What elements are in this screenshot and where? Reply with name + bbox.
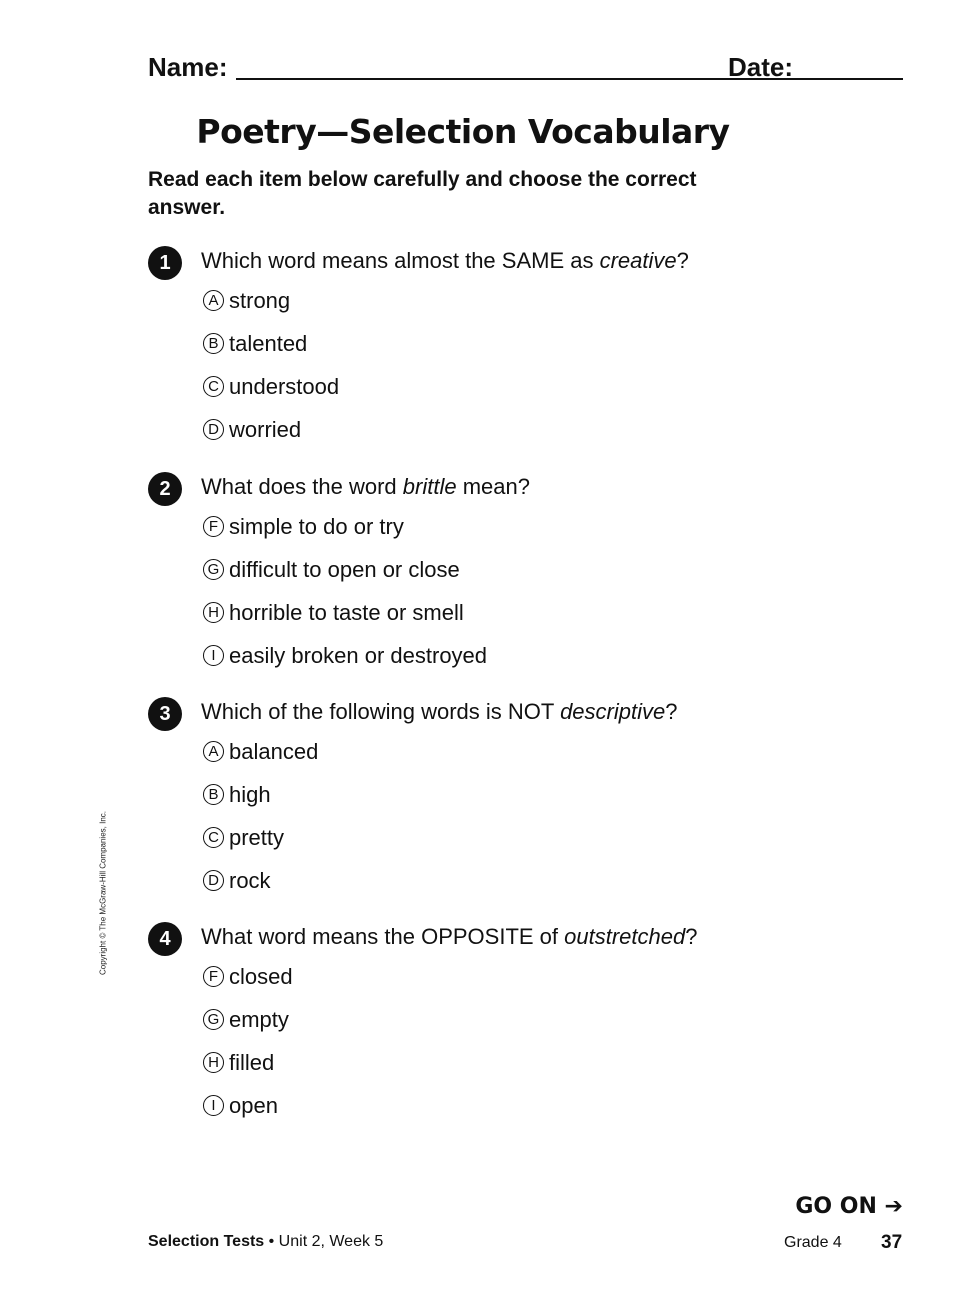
- answer-option[interactable]: C understood: [203, 374, 339, 417]
- answer-bubble[interactable]: G: [203, 1009, 224, 1030]
- answer-bubble[interactable]: A: [203, 741, 224, 762]
- answer-option[interactable]: D worried: [203, 417, 339, 460]
- question-text: Which of the following words is NOT descriptive?: [201, 699, 678, 724]
- answer-option[interactable]: G difficult to open or close: [203, 557, 487, 600]
- question-text: Which word means almost the SAME as creative?: [201, 248, 689, 273]
- header-fields: [148, 52, 903, 86]
- page-title: Poetry—Selection Vocabulary: [196, 112, 730, 151]
- footer-series: Selection Tests • Unit 2, Week 5: [148, 1233, 384, 1250]
- answer-bubble[interactable]: H: [203, 602, 224, 623]
- answer-bubble[interactable]: C: [203, 827, 224, 848]
- answer-option[interactable]: F closed: [203, 964, 293, 1007]
- answer-option[interactable]: A strong: [203, 288, 339, 331]
- question-text: What word means the OPPOSITE of outstretched?: [201, 924, 698, 949]
- answer-option[interactable]: G empty: [203, 1007, 293, 1050]
- question-keyword: brittle: [402, 474, 457, 499]
- answer-option[interactable]: A balanced: [203, 739, 318, 782]
- answer-option[interactable]: D rock: [203, 868, 318, 911]
- instructions: Read each item below carefully and choose the correct answer.: [148, 168, 697, 219]
- name-label: Name:: [148, 52, 228, 82]
- question-number: 2: [148, 472, 182, 506]
- question-text: What does the word brittle mean?: [201, 474, 530, 499]
- question-keyword: outstretched: [564, 924, 686, 949]
- answer-option[interactable]: I easily broken or destroyed: [203, 643, 487, 686]
- go-on-label: GO ON ➔: [795, 1194, 903, 1219]
- answer-bubble[interactable]: H: [203, 1052, 224, 1073]
- answer-bubble[interactable]: I: [203, 645, 224, 666]
- answer-bubble[interactable]: C: [203, 376, 224, 397]
- page-number: 37: [881, 1232, 903, 1253]
- answer-option[interactable]: H filled: [203, 1050, 293, 1093]
- answer-option[interactable]: I open: [203, 1093, 293, 1136]
- answer-bubble[interactable]: B: [203, 784, 224, 805]
- answer-bubble[interactable]: B: [203, 333, 224, 354]
- answer-bubble[interactable]: F: [203, 516, 224, 537]
- answer-option[interactable]: C pretty: [203, 825, 318, 868]
- answer-bubble[interactable]: I: [203, 1095, 224, 1116]
- copyright-notice: Copyright © The McGraw-Hill Companies, Inc.: [98, 810, 108, 976]
- answer-bubble[interactable]: D: [203, 870, 224, 891]
- question-number: 1: [148, 246, 182, 280]
- date-label: Date:: [728, 52, 794, 82]
- answer-option[interactable]: H horrible to taste or smell: [203, 600, 487, 643]
- question-keyword: descriptive: [560, 699, 666, 724]
- answer-bubble[interactable]: D: [203, 419, 224, 440]
- question-number: 3: [148, 697, 182, 731]
- answer-option[interactable]: B talented: [203, 331, 339, 374]
- date-field[interactable]: [803, 78, 903, 80]
- answer-option[interactable]: B high: [203, 782, 318, 825]
- answer-bubble[interactable]: G: [203, 559, 224, 580]
- footer-grade: Grade 4: [784, 1234, 842, 1251]
- answer-option[interactable]: F simple to do or try: [203, 514, 487, 557]
- answer-bubble[interactable]: A: [203, 290, 224, 311]
- question-keyword: creative: [599, 248, 677, 273]
- question-number: 4: [148, 922, 182, 956]
- answer-bubble[interactable]: F: [203, 966, 224, 987]
